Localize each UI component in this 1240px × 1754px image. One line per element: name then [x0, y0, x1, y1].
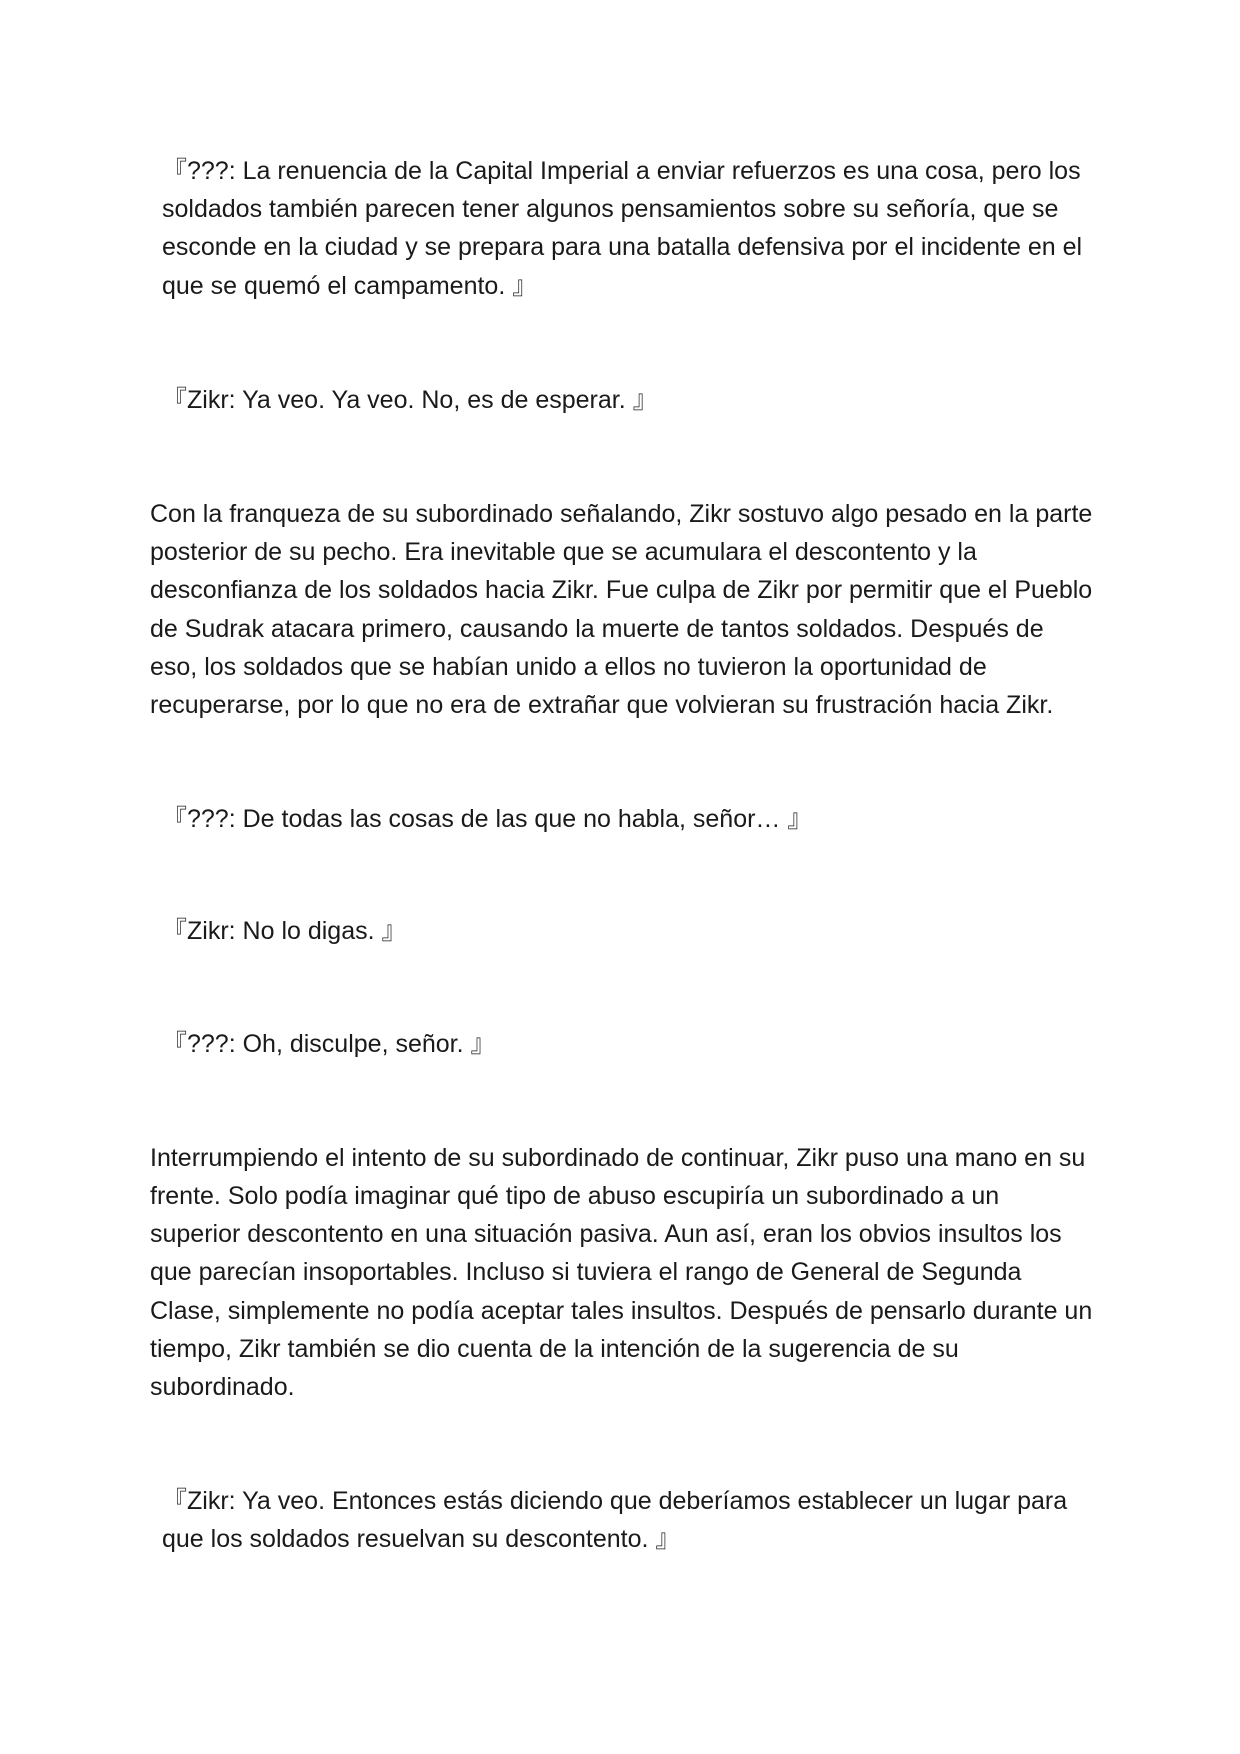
document-body [150, 152, 1095, 1559]
dialogue-paragraph: 『Zikr: Ya veo. Entonces estás diciendo que deberíamos establecer un lugar para que los soldados resuelvan su descontento. 』 [162, 1487, 1068, 1554]
dialogue-paragraph: 『Zikr: No lo digas. 』 [162, 917, 407, 946]
narrative-paragraph: Interrumpiendo el intento de su subordinado de continuar, Zikr puso una mano en su frente. Solo podía imaginar qué tipo de abuso escupiría un subordinado a un superior descontento en una situación pasiva. Aun así, eran los obvios insultos los que parecían insoportables. Incluso si tuviera el rango de General de Segunda Clase, simplemente no podía aceptar tales insultos. Después de pensarlo durante un tiempo, Zikr también se dio cuenta de la intención de la sugerencia de su subordinado. [150, 1143, 1093, 1402]
dialogue-paragraph: 『Zikr: Ya veo. Ya veo. No, es de esperar. 』 [162, 385, 658, 414]
narrative-paragraph: Con la franqueza de su subordinado señalando, Zikr sostuvo algo pesado en la parte posterior de su pecho. Era inevitable que se acumulara el descontento y la desconfianza de los soldados hacia Zikr. Fue culpa de Zikr por permitir que el Pueblo de Sudrak atacara primero, causando la muerte de tantos soldados. Después de eso, los soldados que se habían unido a ellos no tuvieron la oportunidad de recuperarse, por lo que no era de extrañar que volvieran su frustración hacia Zikr. [150, 500, 1093, 720]
dialogue-paragraph: 『???: Oh, disculpe, señor. 』 [162, 1029, 496, 1058]
dialogue-paragraph: 『???: La renuencia de la Capital Imperial a enviar refuerzos es una cosa, pero los soldados también parecen tener algunos pensamientos sobre su señoría, que se esconde en la ciudad y se prepara para una batalla defensiva por el incidente en el que se quemó el campamento. 』 [162, 157, 1083, 300]
dialogue-paragraph: 『???: De todas las cosas de las que no habla, señor… 』 [162, 805, 813, 834]
